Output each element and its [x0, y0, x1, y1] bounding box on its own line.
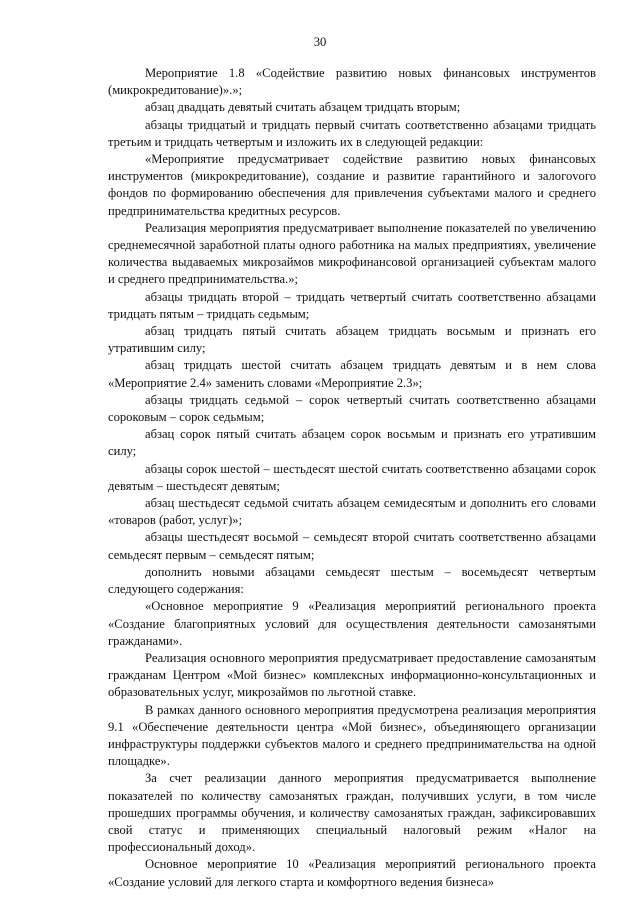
paragraph: Основное мероприятие 10 «Реализация мероприятий регионального проекта «Создание условий для легкого старта и комфортного ведения бизнеса»: [108, 857, 596, 889]
paragraph: За счет реализации данного мероприятия предусматривается выполнение показателей по количеству самозанятых граждан, получивших услуги, в том числе прошедших программы обучения, и количеству самозанятых граждан, зафиксировавших свой статус и применяющих специальный налоговый режим «Налог на профессиональный доход».: [108, 771, 596, 855]
paragraph: Реализация основного мероприятия предусматривает предоставление самозанятым гражданам Центром «Мой бизнес» комплексных информационно-консультационных и образовательных услуг, микрозаймов по льготной ставке.: [108, 650, 596, 700]
paragraph: абзацы сорок шестой – шестьдесят шестой считать соответственно абзацами сорок девятым – шестьдесят девятым;: [108, 461, 596, 493]
paragraph: Мероприятие 1.8 «Содействие развитию новых финансовых инструментов (микрокредитование)».»;: [108, 66, 596, 98]
paragraph: абзац двадцать девятый считать абзацем тридцать вторым;: [145, 100, 461, 115]
paragraph: «Основное мероприятие 9 «Реализация мероприятий регионального проекта «Создание благоприятных условий для осуществления деятельности самозанятыми гражданами».: [108, 599, 596, 648]
paragraph: абзацы тридцать второй – тридцать четвертый считать соответственно абзацами тридцать пятым – тридцать седьмым;: [108, 289, 596, 321]
paragraph: абзац сорок пятый считать абзацем сорок восьмым и признать его утратившим силу;: [108, 427, 596, 459]
paragraph: абзацы тридцатый и тридцать первый считать соответственно абзацами тридцать третьим и тридцать четвертым и изложить их в следующей редакции:: [108, 117, 596, 149]
document-body: [108, 65, 596, 891]
paragraph: «Мероприятие предусматривает содействие развитию новых финансовых инструментов (микрокредитование), создание и развитие гарантийного и залогоvого фондов по формированию обеспечения для привлечения субъектами малого и среднего предпринимательства кредитных ресурсов.: [108, 152, 596, 218]
paragraph: дополнить новыми абзацами семьдесят шестым – восемьдесят четвертым следующего содержания:: [108, 564, 596, 597]
paragraph: В рамках данного основного мероприятия предусмотрена реализация мероприятия 9.1 «Обеспечение деятельности центра «Мой бизнес», объединяющего организации инфраструктуры поддержки субъектов малого и среднего предпринимательства на одной площадке».: [108, 702, 596, 769]
page-number: 30: [313, 35, 327, 49]
paragraph: абзацы шестьдесят восьмой – семьдесят второй считать соответственно абзацами семьдесят первым – семьдесят пятым;: [108, 530, 596, 562]
paragraph: абзац тридцать шестой считать абзацем тридцать девятым и в нем слова «Мероприятие 2.4» заменить словами «Мероприятие 2.3»;: [108, 358, 596, 390]
paragraph: абзац тридцать пятый считать абзацем тридцать восьмым и признать его утратившим силу;: [108, 324, 596, 356]
paragraph: абзацы тридцать седьмой – сорок четвертый считать соответственно абзацами сороковым – сорок седьмым;: [108, 392, 596, 425]
paragraph: абзац шестьдесят седьмой считать абзацем семидесятым и дополнить его словами «товаров (работ, услуг)»;: [108, 496, 596, 528]
paragraph: Реализация мероприятия предусматривает выполнение показателей по увеличению среднемесячной заработной платы одного работника на малых предприятиях, увеличение количества выдаваемых микрозаймов микрофинансовой организацией субъектам малого и среднего предпринимательства.»;: [108, 220, 596, 287]
